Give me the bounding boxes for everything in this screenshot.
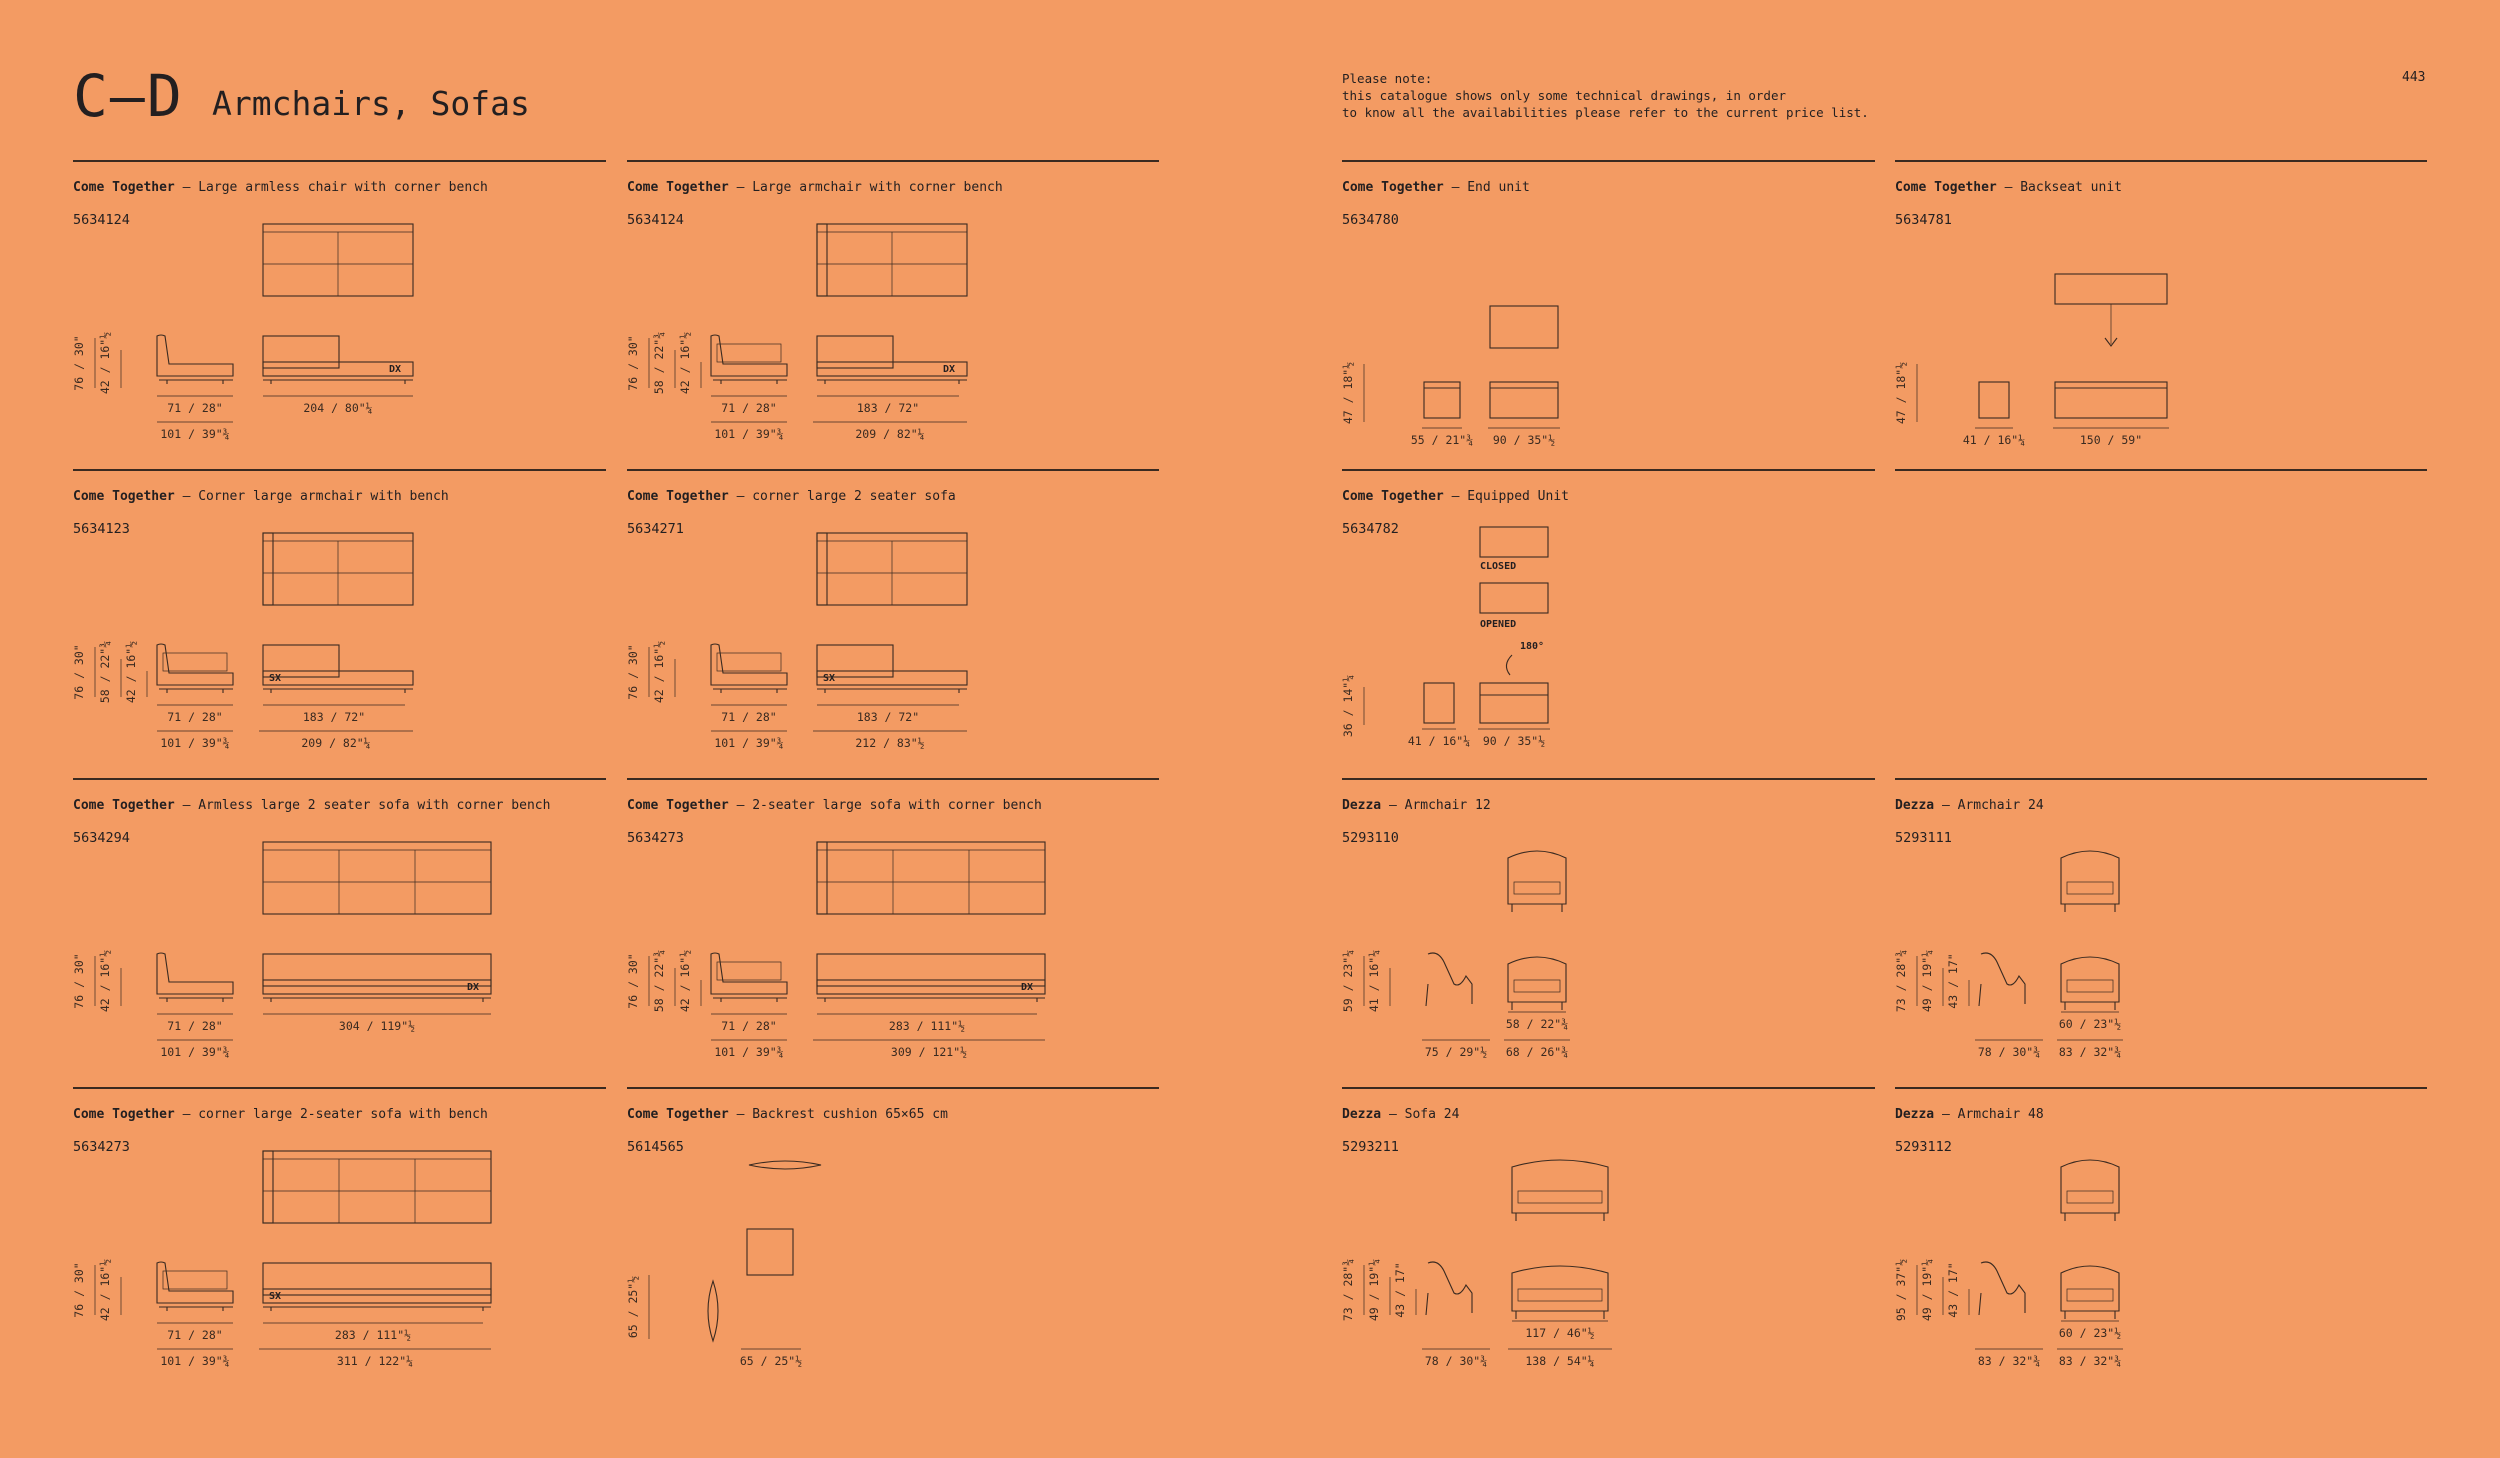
opened-view [1480, 583, 1548, 613]
height-dimension: 76 / 30" [72, 644, 86, 700]
armrest [263, 1151, 273, 1223]
product-entry [1342, 160, 1874, 460]
product-brand: Come Together [73, 1107, 175, 1122]
width-dimension: 101 / 39"¾ [714, 736, 784, 750]
drawing-shape [717, 962, 781, 980]
product-entry [1342, 778, 1874, 1078]
side-view [711, 644, 787, 685]
product-name: — Large armchair with corner bench [728, 180, 1003, 195]
width-dimension: 117 / 46"½ [1525, 1326, 1595, 1340]
height-dimension: 49 / 19"¼ [1920, 949, 1934, 1013]
width-dimension: 101 / 39"¾ [160, 427, 230, 441]
product-code: 5634781 [1895, 212, 1952, 228]
product-brand: Come Together [1342, 180, 1444, 195]
height-dimension: 58 / 22"¾ [98, 640, 112, 704]
width-dimension: 212 / 83"½ [855, 736, 925, 750]
width-dimension: 83 / 32"¾ [2058, 1045, 2122, 1059]
drawing-shape [717, 344, 781, 362]
side-tag: SX [269, 673, 282, 684]
width-dimension: 41 / 16"¼ [1962, 433, 2026, 447]
side-view [1424, 683, 1454, 723]
height-dimension: 76 / 30" [626, 335, 640, 391]
product-brand: Come Together [1895, 180, 1997, 195]
front-view [747, 1229, 793, 1275]
width-dimension: 65 / 25"½ [739, 1354, 803, 1368]
side-view [157, 335, 233, 376]
width-dimension: 209 / 82"¼ [301, 736, 371, 750]
width-dimension: 71 / 28" [721, 710, 777, 724]
product-name: — corner large 2 seater sofa [728, 489, 956, 504]
product-code: 5634124 [73, 212, 130, 228]
note-line: Please note: [1342, 71, 1433, 86]
product-entry [73, 160, 605, 460]
width-dimension: 283 / 111"½ [888, 1019, 966, 1033]
front-view [263, 671, 413, 685]
opened-label: OPENED [1480, 619, 1517, 630]
width-dimension: 90 / 35"½ [1492, 433, 1556, 447]
technical-drawing [73, 778, 605, 1078]
height-dimension: 73 / 28"¾ [1341, 1258, 1355, 1322]
width-dimension: 183 / 72" [856, 401, 920, 415]
section-code: C—D [73, 62, 184, 130]
width-dimension: 71 / 28" [721, 401, 777, 415]
width-dimension: 41 / 16"¼ [1407, 734, 1471, 748]
side-view [1979, 953, 2025, 1006]
width-dimension: 75 / 29"½ [1424, 1045, 1488, 1059]
technical-drawing [73, 160, 605, 460]
width-dimension: 101 / 39"¾ [714, 427, 784, 441]
product-brand: Dezza [1895, 1107, 1935, 1122]
note-line: this catalogue shows only some technical drawings, in order [1342, 88, 1787, 103]
technical-drawing [627, 160, 1159, 460]
height-dimension: 47 / 18"½ [1341, 361, 1355, 425]
product-code: 5634124 [627, 212, 684, 228]
closed-view [1480, 527, 1548, 557]
front-view [817, 671, 967, 685]
product-name: — Large armless chair with corner bench [174, 180, 488, 195]
width-dimension: 71 / 28" [721, 1019, 777, 1033]
product-entry [1895, 160, 2427, 460]
width-dimension: 283 / 111"½ [334, 1328, 412, 1342]
front-view [2061, 851, 2119, 904]
product-name: — End unit [1443, 180, 1530, 195]
width-dimension: 101 / 39"¾ [714, 1045, 784, 1059]
product-code: 5634271 [627, 521, 684, 537]
page-number: 443 [2402, 70, 2426, 85]
side-view [157, 953, 233, 994]
product-name: — corner large 2-seater sofa with bench [174, 1107, 488, 1122]
width-dimension: 304 / 119"½ [338, 1019, 416, 1033]
height-dimension: 42 / 16"½ [124, 640, 138, 704]
side-view [1979, 1262, 2025, 1315]
armrest [817, 224, 827, 296]
side-tag: DX [942, 364, 955, 375]
product-code: 5634294 [73, 830, 130, 846]
front-view [817, 954, 1045, 986]
width-dimension: 68 / 26"¾ [1505, 1045, 1569, 1059]
product-entry [627, 778, 1159, 1078]
product-brand: Come Together [73, 489, 175, 504]
front-view [263, 336, 339, 368]
technical-drawing [1342, 1087, 1874, 1387]
height-dimension: 59 / 23"¼ [1341, 949, 1355, 1013]
product-brand: Come Together [1342, 489, 1444, 504]
product-code: 5634123 [73, 521, 130, 537]
front-view [1508, 957, 1566, 1002]
height-dimension: 49 / 19"¼ [1367, 1258, 1381, 1322]
side-view [708, 1281, 718, 1341]
product-name: — Equipped Unit [1443, 489, 1569, 504]
product-entry [1895, 1087, 2427, 1387]
height-dimension: 43 / 17" [1946, 1262, 1960, 1318]
height-dimension: 36 / 14"¼ [1341, 674, 1355, 738]
width-dimension: 209 / 82"¼ [855, 427, 925, 441]
plan-view [2055, 274, 2167, 304]
side-view [711, 335, 787, 376]
width-dimension: 71 / 28" [167, 710, 223, 724]
product-name: — Corner large armchair with bench [174, 489, 449, 504]
width-dimension: 138 / 54"¼ [1525, 1354, 1595, 1368]
drawing-shape [1514, 980, 1560, 992]
technical-drawing [73, 469, 605, 769]
width-dimension: 55 / 21"¾ [1410, 433, 1474, 447]
product-brand: Come Together [627, 798, 729, 813]
product-entry [627, 1087, 1159, 1387]
height-dimension: 76 / 30" [626, 953, 640, 1009]
side-view [157, 644, 233, 685]
armrest [817, 842, 827, 914]
product-entry [73, 1087, 605, 1387]
side-view [157, 1262, 233, 1303]
height-dimension: 58 / 22"¾ [652, 331, 666, 395]
technical-drawing [627, 1087, 1159, 1387]
technical-drawing [627, 469, 1159, 769]
width-dimension: 183 / 72" [856, 710, 920, 724]
technical-drawing [1895, 160, 2427, 460]
plan-view [1490, 306, 1558, 348]
side-view [1426, 953, 1472, 1006]
width-dimension: 83 / 32"¾ [1977, 1354, 2041, 1368]
drawing-shape [717, 653, 781, 671]
front-view [1512, 1160, 1608, 1213]
height-dimension: 42 / 16"½ [98, 949, 112, 1013]
height-dimension: 42 / 16"½ [652, 640, 666, 704]
front-view [1490, 382, 1558, 418]
product-name: — Armchair 48 [1934, 1107, 2044, 1122]
height-dimension: 76 / 30" [72, 953, 86, 1009]
width-dimension: 150 / 59" [2079, 433, 2143, 447]
drawing-shape [2067, 1191, 2113, 1203]
product-brand: Come Together [73, 798, 175, 813]
product-name: — Backseat unit [1996, 180, 2122, 195]
width-dimension: 83 / 32"¾ [2058, 1354, 2122, 1368]
front-view [2061, 1266, 2119, 1311]
product-brand: Come Together [627, 1107, 729, 1122]
height-dimension: 76 / 30" [626, 644, 640, 700]
height-dimension: 43 / 17" [1393, 1262, 1407, 1318]
front-view [263, 954, 491, 986]
product-name: — Backrest cushion 65×65 cm [728, 1107, 948, 1122]
drawing-shape [1518, 1289, 1602, 1301]
closed-label: CLOSED [1480, 561, 1517, 572]
front-view [817, 336, 893, 368]
width-dimension: 71 / 28" [167, 1328, 223, 1342]
product-name: — Sofa 24 [1381, 1107, 1460, 1122]
front-view [1480, 683, 1548, 723]
product-brand: Dezza [1342, 798, 1382, 813]
product-code: 5634780 [1342, 212, 1399, 228]
side-tag: DX [388, 364, 401, 375]
width-dimension: 60 / 23"½ [2058, 1326, 2122, 1340]
product-code: 5614565 [627, 1139, 684, 1155]
front-view [1508, 851, 1566, 904]
front-view [263, 1289, 491, 1303]
height-dimension: 76 / 30" [72, 1262, 86, 1318]
drawing-shape [1518, 1191, 1602, 1203]
front-view [1512, 1266, 1608, 1311]
side-view [1426, 1262, 1472, 1315]
product-code: 5634273 [627, 830, 684, 846]
width-dimension: 71 / 28" [167, 401, 223, 415]
technical-drawing [1342, 160, 1874, 460]
drawing-shape [2067, 980, 2113, 992]
width-dimension: 204 / 80"¼ [303, 401, 373, 415]
armrest [817, 533, 827, 605]
height-dimension: 43 / 17" [1946, 953, 1960, 1009]
height-dimension: 73 / 28"¾ [1894, 949, 1908, 1013]
width-dimension: 58 / 22"¾ [1505, 1017, 1569, 1031]
height-dimension: 47 / 18"½ [1894, 361, 1908, 425]
width-dimension: 90 / 35"½ [1482, 734, 1546, 748]
width-dimension: 101 / 39"¾ [160, 736, 230, 750]
height-dimension: 76 / 30" [72, 335, 86, 391]
drawing-shape [2067, 1289, 2113, 1301]
product-name: — 2-seater large sofa with corner bench [728, 798, 1042, 813]
product-name: — Armchair 24 [1934, 798, 2044, 813]
side-view [711, 953, 787, 994]
product-code: 5634782 [1342, 521, 1399, 537]
product-brand: Come Together [627, 180, 729, 195]
product-entry [627, 469, 1159, 769]
product-code: 5634273 [73, 1139, 130, 1155]
catalogue-note [1342, 70, 1869, 121]
side-tag: DX [466, 982, 479, 993]
technical-drawing [1895, 778, 2427, 1078]
front-view [263, 980, 491, 994]
product-entry [1895, 778, 2427, 1078]
product-brand: Dezza [1895, 798, 1935, 813]
section-divider [1895, 469, 2427, 471]
side-tag: DX [1020, 982, 1033, 993]
product-brand: Come Together [73, 180, 175, 195]
product-code: 5293112 [1895, 1139, 1952, 1155]
armrest [263, 533, 273, 605]
height-dimension: 65 / 25"½ [626, 1275, 640, 1339]
top-view [749, 1161, 821, 1169]
angle-label: 180° [1520, 641, 1545, 652]
product-code: 5293111 [1895, 830, 1952, 846]
height-dimension: 42 / 16"½ [98, 331, 112, 395]
product-entry [1342, 1087, 1874, 1387]
width-dimension: 60 / 23"½ [2058, 1017, 2122, 1031]
product-entry [73, 778, 605, 1078]
drawing-shape [163, 653, 227, 671]
product-entry [73, 469, 605, 769]
width-dimension: 78 / 30"¾ [1977, 1045, 2041, 1059]
width-dimension: 78 / 30"¾ [1424, 1354, 1488, 1368]
product-brand: Dezza [1342, 1107, 1382, 1122]
product-code: 5293211 [1342, 1139, 1399, 1155]
front-view [2061, 1160, 2119, 1213]
height-dimension: 42 / 16"½ [678, 331, 692, 395]
plan-view [263, 1151, 491, 1223]
height-dimension: 42 / 16"½ [98, 1258, 112, 1322]
drawing-shape [163, 1271, 227, 1289]
technical-drawing [1342, 469, 1874, 769]
product-name: — Armless large 2 seater sofa with corner bench [174, 798, 551, 813]
height-dimension: 95 / 37"½ [1894, 1258, 1908, 1322]
plan-view [263, 842, 491, 914]
product-name: — Armchair 12 [1381, 798, 1491, 813]
height-dimension: 58 / 22"¾ [652, 949, 666, 1013]
side-view [1424, 382, 1460, 418]
width-dimension: 71 / 28" [167, 1019, 223, 1033]
front-view [263, 1263, 491, 1295]
width-dimension: 101 / 39"¾ [160, 1354, 230, 1368]
side-tag: SX [269, 1291, 282, 1302]
width-dimension: 311 / 122"¼ [336, 1354, 414, 1368]
product-entry [1342, 469, 1874, 769]
note-line: to know all the availabilities please refer to the current price list. [1342, 105, 1869, 120]
height-dimension: 49 / 19"¼ [1920, 1258, 1934, 1322]
front-view [817, 980, 1045, 994]
drawing-shape [1514, 882, 1560, 894]
side-view [1979, 382, 2009, 418]
height-dimension: 41 / 16"¼ [1367, 949, 1381, 1013]
plan-view [817, 842, 1045, 914]
front-view [2061, 957, 2119, 1002]
product-entry [627, 160, 1159, 460]
technical-drawing [1895, 1087, 2427, 1387]
width-dimension: 183 / 72" [302, 710, 366, 724]
product-code: 5293110 [1342, 830, 1399, 846]
technical-drawing [627, 778, 1159, 1078]
front-view [2055, 382, 2167, 418]
rotation-arrow [1506, 655, 1512, 675]
width-dimension: 309 / 121"½ [890, 1045, 968, 1059]
drawing-shape [2067, 882, 2113, 894]
width-dimension: 101 / 39"¾ [160, 1045, 230, 1059]
technical-drawing [1342, 778, 1874, 1078]
product-brand: Come Together [627, 489, 729, 504]
side-tag: SX [823, 673, 836, 684]
technical-drawing [73, 1087, 605, 1387]
section-title: Armchairs, Sofas [212, 84, 530, 123]
height-dimension: 42 / 16"½ [678, 949, 692, 1013]
